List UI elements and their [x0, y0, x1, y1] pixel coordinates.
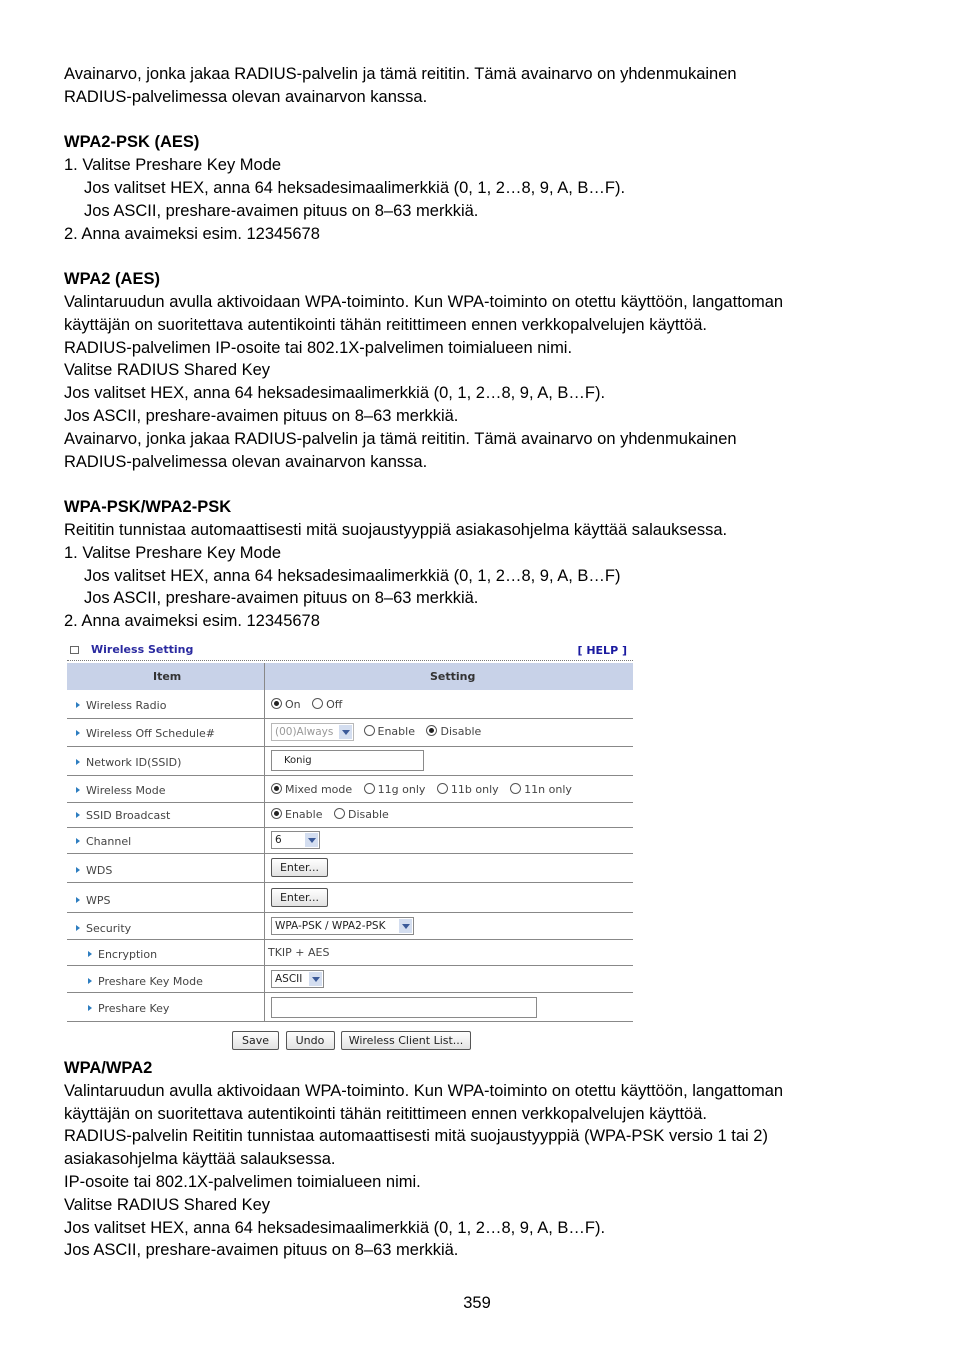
arrow-right-icon — [76, 925, 80, 931]
text-line: RADIUS-palvelimessa olevan avainarvon kanssa. — [64, 452, 428, 471]
label-off-schedule: Wireless Off Schedule# — [86, 727, 216, 740]
row-wps — [67, 883, 633, 913]
chevron-down-icon — [399, 919, 412, 933]
text-line: RADIUS-palvelin Reititin tunnistaa automaattisesti mitä suojaustyyppiä (WPA-PSK versio 1 tai 2) — [64, 1127, 768, 1146]
encryption-value: TKIP + AES — [268, 946, 330, 959]
text-line: 2. Anna avaimeksi esim. 12345678 — [64, 612, 320, 631]
ssid-input[interactable]: Konig — [271, 750, 424, 771]
save-button[interactable]: Save — [232, 1031, 279, 1050]
wireless-radio-options — [271, 698, 350, 711]
row-label — [76, 809, 170, 822]
wireless-client-list-button[interactable]: Wireless Client List... — [341, 1031, 471, 1050]
row-security — [67, 913, 633, 940]
text-line: Jos valitset HEX, anna 64 heksadesimaalimerkkiä (0, 1, 2…8, 9, A, B…F). — [64, 384, 606, 403]
broadcast-options — [271, 808, 397, 821]
row-label — [76, 756, 181, 769]
column-header-item: Item — [153, 670, 182, 683]
broadcast-disable-label: Disable — [347, 808, 389, 821]
row-label — [76, 784, 166, 797]
table-header — [67, 663, 633, 690]
key-mode-value: ASCII — [275, 973, 303, 985]
action-buttons — [232, 1031, 474, 1050]
arrow-right-icon — [88, 978, 92, 984]
radio-11b-only[interactable] — [437, 783, 448, 794]
radio-broadcast-disable[interactable] — [334, 808, 345, 819]
bottom-text — [64, 1057, 783, 1262]
label-channel: Channel — [86, 835, 132, 848]
radio-broadcast-enable[interactable] — [271, 808, 282, 819]
text-line: Valintaruudun avulla aktivoidaan WPA-toiminto. Kun WPA-toiminto on otettu käyttöön, langattoman — [64, 1081, 784, 1100]
preshare-key-cell — [271, 997, 537, 1018]
radio-11n-only[interactable] — [510, 783, 521, 794]
label-ssid-broadcast: SSID Broadcast — [86, 809, 171, 822]
panel-box-icon — [70, 646, 79, 654]
arrow-right-icon — [76, 867, 80, 873]
preshare-key-input[interactable] — [271, 997, 537, 1018]
wps-cell — [271, 888, 328, 907]
mixed-mode-label: Mixed mode — [285, 783, 353, 796]
text-line: asiakasohjelma käyttää salauksessa. — [64, 1150, 336, 1169]
radio-11g-only[interactable] — [364, 783, 375, 794]
undo-button[interactable]: Undo — [286, 1031, 335, 1050]
top-text — [64, 63, 783, 633]
key-mode-cell — [271, 970, 324, 988]
text-line: Jos ASCII, preshare-avaimen pituus on 8–63 merkkiä. — [64, 406, 459, 425]
text-line: Valintaruudun avulla aktivoidaan WPA-toiminto. Kun WPA-toiminto on otettu käyttöön, langattoman — [64, 292, 784, 311]
arrow-right-icon — [88, 951, 92, 957]
radio-enable-label: Enable — [377, 725, 415, 738]
wireless-setting-panel — [67, 640, 633, 1052]
label-ssid: Network ID(SSID) — [86, 756, 182, 769]
arrow-right-icon — [76, 787, 80, 793]
wds-cell — [271, 858, 328, 877]
text-line: Reititin tunnistaa automaattisesti mitä suojaustyyppiä asiakasohjelma käyttää salauksessa. — [64, 520, 728, 539]
row-off-schedule — [67, 719, 633, 747]
channel-value: 6 — [275, 834, 282, 846]
schedule-select[interactable] — [271, 723, 354, 741]
arrow-right-icon — [76, 730, 80, 736]
radio-mixed-mode[interactable] — [271, 783, 282, 794]
row-label — [76, 894, 111, 907]
text-line: IP-osoite tai 802.1X-palvelimen toimialueen nimi. — [64, 1172, 421, 1191]
row-preshare-key — [67, 993, 633, 1022]
column-header-setting: Setting — [430, 670, 476, 683]
help-link[interactable]: [ HELP ] — [577, 644, 627, 657]
channel-select[interactable] — [271, 831, 320, 849]
label-wireless-mode: Wireless Mode — [86, 784, 166, 797]
off-schedule-options — [271, 723, 489, 741]
radio-disable-label: Disable — [440, 725, 482, 738]
arrow-right-icon — [76, 838, 80, 844]
text-line: käyttäjän on suoritettava autentikointi tähän reitittimeen ennen verkkopalvelujen käyttöä. — [64, 1104, 707, 1123]
chevron-down-icon — [305, 833, 318, 847]
text-line: Jos valitset HEX, anna 64 heksadesimaalimerkkiä (0, 1, 2…8, 9, A, B…F). — [84, 178, 626, 197]
label-wps: WPS — [86, 894, 111, 907]
heading-wpa-wpa2: WPA/WPA2 — [64, 1059, 153, 1077]
panel-title: Wireless Setting — [91, 643, 194, 656]
row-ssid — [67, 747, 633, 776]
11g-only-label: 11g only — [377, 783, 426, 796]
security-cell — [271, 917, 414, 935]
label-wireless-radio: Wireless Radio — [86, 699, 167, 712]
intro-line-2: RADIUS-palvelimessa olevan avainarvon kanssa. — [64, 87, 428, 106]
radio-on-label: On — [285, 698, 301, 711]
heading-wpa2: WPA2 (AES) — [64, 270, 160, 289]
text-line: 1. Valitse Preshare Key Mode — [64, 543, 282, 562]
text-line: Jos ASCII, preshare-avaimen pituus on 8–63 merkkiä. — [64, 1241, 459, 1260]
radio-off[interactable] — [312, 698, 323, 709]
arrow-right-icon — [76, 897, 80, 903]
row-label — [88, 948, 157, 961]
label-security: Security — [86, 922, 132, 935]
row-key-mode — [67, 966, 633, 993]
text-line: 2. Anna avaimeksi esim. 12345678 — [64, 224, 320, 243]
row-label — [88, 975, 203, 988]
row-wireless-radio — [67, 690, 633, 719]
text-line: Valitse RADIUS Shared Key — [64, 361, 271, 380]
radio-schedule-disable[interactable] — [426, 725, 437, 736]
text-line: Avainarvo, jonka jakaa RADIUS-palvelin ja tämä reititin. Tämä avainarvo on yhdenmukainen — [64, 429, 737, 448]
arrow-right-icon — [76, 812, 80, 818]
radio-schedule-enable[interactable] — [364, 725, 375, 736]
label-wds: WDS — [86, 864, 113, 877]
row-wireless-mode — [67, 776, 633, 803]
row-label — [76, 727, 215, 740]
schedule-select-value: (00)Always — [275, 726, 334, 738]
text-line: käyttäjän on suoritettava autentikointi tähän reitittimeen ennen verkkopalvelujen käyttöä. — [64, 315, 707, 334]
ssid-cell — [271, 750, 424, 771]
heading-wpa2psk: WPA2-PSK (AES) — [64, 133, 200, 152]
label-preshare-key: Preshare Key — [98, 1002, 170, 1015]
row-ssid-broadcast — [67, 803, 633, 828]
chevron-down-icon — [339, 725, 352, 739]
wps-enter-button[interactable]: Enter... — [271, 888, 328, 907]
row-label — [76, 922, 131, 935]
wireless-mode-options — [271, 783, 580, 796]
row-channel — [67, 828, 633, 854]
broadcast-enable-label: Enable — [285, 808, 323, 821]
11n-only-label: 11n only — [524, 783, 572, 796]
row-label — [76, 835, 131, 848]
label-encryption: Encryption — [98, 948, 158, 961]
security-select[interactable] — [271, 917, 414, 935]
11b-only-label: 11b only — [450, 783, 499, 796]
text-line: RADIUS-palvelimen IP-osoite tai 802.1X-palvelimen toimialueen nimi. — [64, 338, 573, 357]
radio-on[interactable] — [271, 698, 282, 709]
security-value: WPA-PSK / WPA2-PSK — [275, 920, 386, 932]
wds-enter-button[interactable]: Enter... — [271, 858, 328, 877]
text-line: Jos ASCII, preshare-avaimen pituus on 8–63 merkkiä. — [84, 201, 479, 220]
text-line: Valitse RADIUS Shared Key — [64, 1195, 271, 1214]
row-label — [76, 864, 112, 877]
text-line: Jos valitset HEX, anna 64 heksadesimaalimerkkiä (0, 1, 2…8, 9, A, B…F) — [84, 566, 621, 585]
heading-wpa-psk-wpa2-psk: WPA-PSK/WPA2-PSK — [64, 498, 232, 517]
row-encryption — [67, 940, 633, 966]
chevron-down-icon — [309, 972, 322, 986]
text-line: Jos valitset HEX, anna 64 heksadesimaalimerkkiä (0, 1, 2…8, 9, A, B…F). — [64, 1218, 606, 1237]
panel-title-bar — [67, 640, 633, 661]
intro-line-1: Avainarvo, jonka jakaa RADIUS-palvelin ja tämä reititin. Tämä avainarvo on yhdenmukainen — [64, 65, 737, 83]
row-wds — [67, 854, 633, 883]
arrow-right-icon — [76, 759, 80, 765]
page-number: 359 — [463, 1294, 491, 1312]
channel-cell — [271, 831, 320, 849]
key-mode-select[interactable] — [271, 970, 324, 988]
row-label — [88, 1002, 169, 1015]
text-line: 1. Valitse Preshare Key Mode — [64, 156, 282, 175]
row-label — [76, 699, 166, 712]
label-key-mode: Preshare Key Mode — [98, 975, 203, 988]
text-line: Jos ASCII, preshare-avaimen pituus on 8–63 merkkiä. — [84, 589, 479, 608]
radio-off-label: Off — [326, 698, 343, 711]
arrow-right-icon — [88, 1005, 92, 1011]
arrow-right-icon — [76, 702, 80, 708]
